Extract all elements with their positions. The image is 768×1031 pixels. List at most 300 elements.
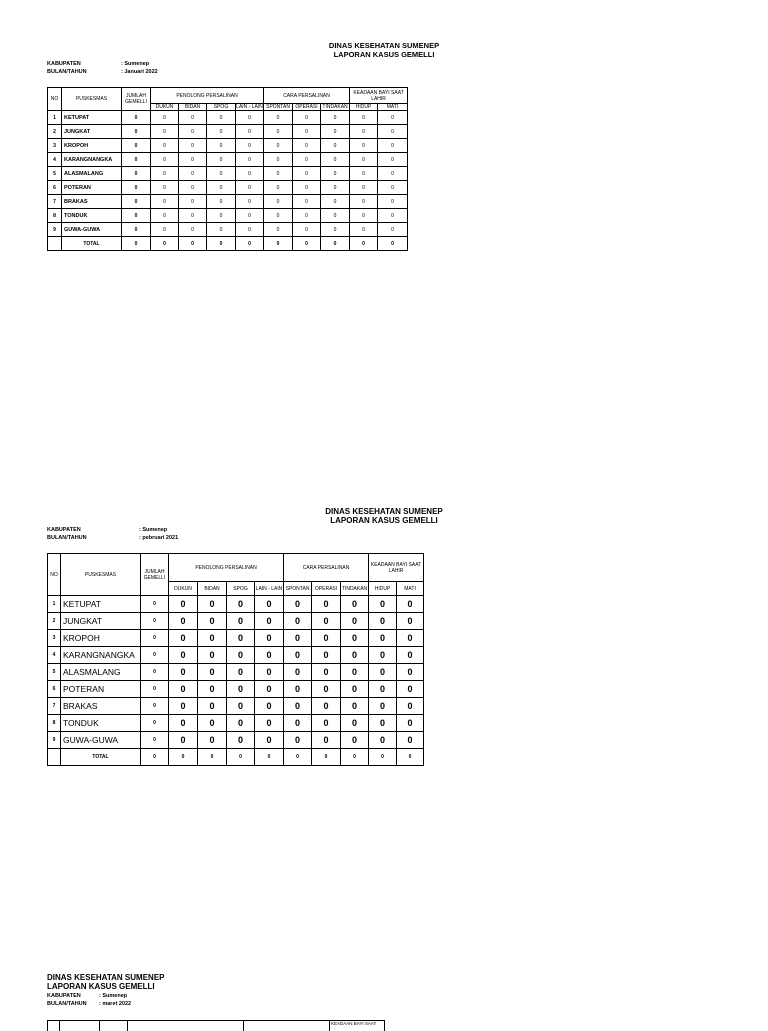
jumlah-value: 0 bbox=[122, 111, 151, 125]
cell-value: 0 bbox=[350, 181, 378, 195]
cell-value: 0 bbox=[264, 167, 293, 181]
cell-value: 0 bbox=[207, 167, 236, 181]
cell-value: 0 bbox=[369, 596, 397, 613]
puskesmas-name: KETUPAT bbox=[62, 111, 122, 125]
title-line-2: LAPORAN KASUS GEMELLI bbox=[330, 516, 438, 526]
cell-value: 0 bbox=[397, 647, 424, 664]
row-no: 4 bbox=[48, 647, 61, 664]
cell-value: 0 bbox=[378, 167, 408, 181]
puskesmas-name: POTERAN bbox=[62, 181, 122, 195]
table-row bbox=[48, 613, 424, 630]
row-no: 8 bbox=[48, 715, 61, 732]
cell-value: 0 bbox=[284, 698, 312, 715]
total-value: 0 bbox=[284, 749, 312, 766]
bulan-tahun-value: : pebruari 2021 bbox=[139, 534, 179, 541]
cell-value: 0 bbox=[264, 111, 293, 125]
cell-value: 0 bbox=[397, 630, 424, 647]
jumlah-value: 0 bbox=[122, 167, 151, 181]
table-row bbox=[48, 195, 408, 209]
cell-value: 0 bbox=[341, 596, 369, 613]
cell-value: 0 bbox=[198, 630, 227, 647]
cell-value: 0 bbox=[264, 195, 293, 209]
total-value: 0 bbox=[169, 749, 198, 766]
bulan-tahun-value: : Januari 2022 bbox=[121, 68, 158, 75]
keadaan-header: KEADAAN BAYI SAAT bbox=[331, 1021, 377, 1026]
cell-value: 0 bbox=[236, 167, 264, 181]
cell-value: 0 bbox=[321, 167, 350, 181]
cell-value: 0 bbox=[284, 630, 312, 647]
cell-value: 0 bbox=[369, 630, 397, 647]
subheader-spog: SPOG bbox=[207, 104, 236, 111]
cell-value: 0 bbox=[151, 139, 179, 153]
cell-value: 0 bbox=[341, 613, 369, 630]
cell-value: 0 bbox=[341, 647, 369, 664]
puskesmas-name: KROPOH bbox=[62, 139, 122, 153]
subheader-dukun: DUKUN bbox=[151, 104, 179, 111]
cell-value: 0 bbox=[227, 732, 255, 749]
cell-value: 0 bbox=[350, 223, 378, 237]
subheader-dukun: DUKUN bbox=[169, 582, 198, 596]
cell-value: 0 bbox=[227, 698, 255, 715]
cell-value: 0 bbox=[284, 613, 312, 630]
cell-value: 0 bbox=[321, 195, 350, 209]
cell-value: 0 bbox=[284, 664, 312, 681]
report-meta bbox=[47, 61, 158, 77]
cell-value: 0 bbox=[179, 139, 207, 153]
bulan-tahun-label: BULAN/TAHUN bbox=[47, 1000, 87, 1007]
jumlah-value: 0 bbox=[141, 681, 169, 698]
jumlah-value: 0 bbox=[141, 647, 169, 664]
total-jumlah: 0 bbox=[141, 749, 169, 766]
table-row bbox=[48, 167, 408, 181]
cell-value: 0 bbox=[293, 125, 321, 139]
kabupaten-label: KABUPATEN bbox=[47, 993, 81, 999]
jumlah-value: 0 bbox=[141, 698, 169, 715]
gemelli-table bbox=[47, 553, 424, 766]
cell-value: 0 bbox=[312, 681, 341, 698]
cell-value: 0 bbox=[397, 698, 424, 715]
title-line-2: LAPORAN KASUS GEMELLI bbox=[47, 982, 155, 992]
cell-value: 0 bbox=[151, 125, 179, 139]
puskesmas-name: KARANGNANGKA bbox=[62, 153, 122, 167]
cell-value: 0 bbox=[293, 139, 321, 153]
cell-value: 0 bbox=[369, 664, 397, 681]
jumlah-value: 0 bbox=[141, 630, 169, 647]
cell-value: 0 bbox=[341, 732, 369, 749]
cell-value: 0 bbox=[312, 664, 341, 681]
cell-value: 0 bbox=[198, 664, 227, 681]
puskesmas-name: TONDUK bbox=[61, 715, 141, 732]
total-value: 0 bbox=[378, 237, 408, 251]
header-penolong-persalinan: PENOLONG PERSALINAN bbox=[151, 88, 264, 104]
table-row bbox=[48, 732, 424, 749]
cell-value: 0 bbox=[179, 195, 207, 209]
cell-value: 0 bbox=[151, 181, 179, 195]
cell-value: 0 bbox=[227, 613, 255, 630]
total-value: 0 bbox=[255, 749, 284, 766]
cell-value: 0 bbox=[151, 167, 179, 181]
total-value: 0 bbox=[312, 749, 341, 766]
jumlah-value: 0 bbox=[122, 153, 151, 167]
table-row bbox=[48, 630, 424, 647]
subheader-lain-lain: LAIN - LAIN bbox=[255, 582, 284, 596]
cell-value: 0 bbox=[255, 630, 284, 647]
header-jumlah-gemelli: JUMLAH GEMELLI bbox=[141, 554, 169, 596]
cell-value: 0 bbox=[321, 125, 350, 139]
total-value: 0 bbox=[264, 237, 293, 251]
total-row bbox=[48, 237, 408, 251]
cell-value: 0 bbox=[264, 153, 293, 167]
title-line-1: DINAS KESEHATAN SUMENEP bbox=[325, 507, 443, 516]
cell-value: 0 bbox=[236, 181, 264, 195]
row-no: 2 bbox=[48, 125, 62, 139]
cell-value: 0 bbox=[198, 613, 227, 630]
cell-value: 0 bbox=[312, 647, 341, 664]
row-no: 2 bbox=[48, 613, 61, 630]
cell-value: 0 bbox=[227, 596, 255, 613]
cell-value: 0 bbox=[397, 596, 424, 613]
table-row bbox=[48, 181, 408, 195]
total-value: 0 bbox=[293, 237, 321, 251]
cell-value: 0 bbox=[293, 167, 321, 181]
puskesmas-name: KETUPAT bbox=[61, 596, 141, 613]
jumlah-value: 0 bbox=[122, 125, 151, 139]
row-no: 8 bbox=[48, 209, 62, 223]
bulan-tahun-value: : maret 2022 bbox=[99, 1000, 132, 1007]
report-title bbox=[0, 42, 768, 59]
table-row bbox=[48, 647, 424, 664]
total-value: 0 bbox=[369, 749, 397, 766]
cell-value: 0 bbox=[397, 681, 424, 698]
header-cara-persalinan: CARA PERSALINAN bbox=[284, 554, 369, 582]
cell-value: 0 bbox=[284, 681, 312, 698]
table-row bbox=[48, 681, 424, 698]
kabupaten-value: : Sumenep bbox=[139, 527, 168, 533]
title-line-2: LAPORAN KASUS GEMELLI bbox=[333, 49, 435, 59]
cell-value: 0 bbox=[378, 223, 408, 237]
cell-value: 0 bbox=[284, 596, 312, 613]
subheader-spog: SPOG bbox=[227, 582, 255, 596]
cell-value: 0 bbox=[151, 153, 179, 167]
header-no: NO bbox=[48, 88, 62, 111]
cell-value: 0 bbox=[255, 596, 284, 613]
puskesmas-name: BRAKAS bbox=[61, 698, 141, 715]
kabupaten-value: : Sumenep bbox=[121, 61, 150, 67]
cell-value: 0 bbox=[169, 596, 198, 613]
kabupaten-label: KABUPATEN bbox=[47, 527, 81, 533]
total-value: 0 bbox=[397, 749, 424, 766]
cell-value: 0 bbox=[227, 647, 255, 664]
cell-value: 0 bbox=[255, 681, 284, 698]
cell-value: 0 bbox=[227, 664, 255, 681]
puskesmas-name: POTERAN bbox=[61, 681, 141, 698]
total-value: 0 bbox=[341, 749, 369, 766]
cell-value: 0 bbox=[369, 698, 397, 715]
cell-value: 0 bbox=[169, 613, 198, 630]
jumlah-value: 0 bbox=[122, 195, 151, 209]
row-no: 5 bbox=[48, 664, 61, 681]
cell-value: 0 bbox=[369, 732, 397, 749]
row-no: 4 bbox=[48, 153, 62, 167]
cell-value: 0 bbox=[321, 181, 350, 195]
jumlah-value: 0 bbox=[141, 664, 169, 681]
cell-value: 0 bbox=[321, 153, 350, 167]
cell-value: 0 bbox=[264, 223, 293, 237]
table-row bbox=[48, 596, 424, 613]
cell-value: 0 bbox=[321, 111, 350, 125]
cell-value: 0 bbox=[179, 111, 207, 125]
cell-value: 0 bbox=[207, 139, 236, 153]
subheader-hidup: HIDUP bbox=[350, 104, 378, 111]
cell-value: 0 bbox=[255, 715, 284, 732]
cell-value: 0 bbox=[179, 223, 207, 237]
cell-value: 0 bbox=[341, 715, 369, 732]
subheader-bidan: BIDAN bbox=[198, 582, 227, 596]
jumlah-value: 0 bbox=[122, 139, 151, 153]
cell-value: 0 bbox=[198, 647, 227, 664]
cell-value: 0 bbox=[312, 630, 341, 647]
total-label: TOTAL bbox=[61, 749, 141, 766]
cell-value: 0 bbox=[207, 195, 236, 209]
cell-value: 0 bbox=[341, 681, 369, 698]
puskesmas-name: KROPOH bbox=[61, 630, 141, 647]
cell-value: 0 bbox=[207, 223, 236, 237]
cell-value: 0 bbox=[207, 111, 236, 125]
total-jumlah: 0 bbox=[122, 237, 151, 251]
bulan-tahun-label: BULAN/TAHUN bbox=[47, 68, 87, 75]
cell-value: 0 bbox=[312, 613, 341, 630]
cell-value: 0 bbox=[207, 125, 236, 139]
cell-value: 0 bbox=[284, 647, 312, 664]
cell-value: 0 bbox=[397, 732, 424, 749]
jumlah-value: 0 bbox=[141, 732, 169, 749]
cell-value: 0 bbox=[207, 181, 236, 195]
cell-value: 0 bbox=[321, 223, 350, 237]
row-no: 7 bbox=[48, 195, 62, 209]
puskesmas-name: BRAKAS bbox=[62, 195, 122, 209]
cell-value: 0 bbox=[378, 181, 408, 195]
row-no: 6 bbox=[48, 181, 62, 195]
cell-value: 0 bbox=[198, 698, 227, 715]
cell-value: 0 bbox=[169, 681, 198, 698]
table-row bbox=[48, 664, 424, 681]
cell-value: 0 bbox=[378, 139, 408, 153]
jumlah-value: 0 bbox=[141, 596, 169, 613]
puskesmas-name: TONDUK bbox=[62, 209, 122, 223]
cell-value: 0 bbox=[378, 153, 408, 167]
total-value: 0 bbox=[179, 237, 207, 251]
jumlah-value: 0 bbox=[122, 181, 151, 195]
cell-value: 0 bbox=[236, 139, 264, 153]
cell-value: 0 bbox=[350, 167, 378, 181]
table-row bbox=[48, 223, 408, 237]
cell-value: 0 bbox=[312, 715, 341, 732]
header-row bbox=[48, 554, 424, 582]
cell-value: 0 bbox=[169, 732, 198, 749]
header-no: NO bbox=[48, 554, 61, 596]
cell-value: 0 bbox=[350, 195, 378, 209]
title-line-1: DINAS KESEHATAN SUMENEP bbox=[328, 41, 440, 50]
table-row bbox=[48, 698, 424, 715]
cell-value: 0 bbox=[179, 181, 207, 195]
cell-value: 0 bbox=[198, 596, 227, 613]
row-no: 6 bbox=[48, 681, 61, 698]
cell-value: 0 bbox=[236, 209, 264, 223]
total-value: 0 bbox=[207, 237, 236, 251]
header-cara-persalinan: CARA PERSALINAN bbox=[264, 88, 350, 104]
cell-value: 0 bbox=[255, 647, 284, 664]
report-title bbox=[0, 507, 768, 525]
cell-value: 0 bbox=[341, 664, 369, 681]
cell-value: 0 bbox=[151, 195, 179, 209]
cell-value: 0 bbox=[284, 715, 312, 732]
subheader-mati: MATI bbox=[397, 582, 424, 596]
puskesmas-name: ALASMALANG bbox=[62, 167, 122, 181]
cell-value: 0 bbox=[207, 209, 236, 223]
cell-value: 0 bbox=[397, 613, 424, 630]
cell-value: 0 bbox=[207, 153, 236, 167]
cell-value: 0 bbox=[350, 209, 378, 223]
cell-value: 0 bbox=[293, 195, 321, 209]
subheader-lain-lain: LAIN - LAIN bbox=[236, 104, 263, 110]
cell-value: 0 bbox=[378, 209, 408, 223]
table-row bbox=[48, 715, 424, 732]
cell-value: 0 bbox=[169, 647, 198, 664]
cell-value: 0 bbox=[293, 153, 321, 167]
puskesmas-name: ALASMALANG bbox=[61, 664, 141, 681]
cell-value: 0 bbox=[369, 715, 397, 732]
header-row bbox=[48, 88, 408, 104]
jumlah-value: 0 bbox=[141, 613, 169, 630]
cell-value: 0 bbox=[227, 630, 255, 647]
table-row bbox=[48, 125, 408, 139]
report-meta bbox=[47, 527, 178, 543]
cell-value: 0 bbox=[293, 209, 321, 223]
cell-value: 0 bbox=[264, 139, 293, 153]
cell-value: 0 bbox=[179, 125, 207, 139]
row-no: 5 bbox=[48, 167, 62, 181]
cell-value: 0 bbox=[378, 195, 408, 209]
cell-value: 0 bbox=[255, 664, 284, 681]
cell-value: 0 bbox=[312, 698, 341, 715]
cell-value: 0 bbox=[350, 111, 378, 125]
header-puskesmas: PUSKESMAS bbox=[61, 554, 141, 596]
cell-value: 0 bbox=[179, 167, 207, 181]
table-row bbox=[48, 209, 408, 223]
total-value: 0 bbox=[321, 237, 350, 251]
jumlah-value: 0 bbox=[122, 223, 151, 237]
cell-value: 0 bbox=[350, 139, 378, 153]
cell-value: 0 bbox=[341, 698, 369, 715]
cell-value: 0 bbox=[227, 715, 255, 732]
cell-value: 0 bbox=[227, 681, 255, 698]
cell-value: 0 bbox=[236, 125, 264, 139]
cell-value: 0 bbox=[169, 630, 198, 647]
cell-value: 0 bbox=[236, 153, 264, 167]
cell-value: 0 bbox=[369, 681, 397, 698]
subheader-hidup: HIDUP bbox=[369, 582, 397, 596]
total-value: 0 bbox=[151, 237, 179, 251]
cell-value: 0 bbox=[236, 195, 264, 209]
table-row bbox=[48, 153, 408, 167]
puskesmas-name: JUNGKAT bbox=[62, 125, 122, 139]
cell-value: 0 bbox=[169, 698, 198, 715]
cell-value: 0 bbox=[378, 125, 408, 139]
cell-value: 0 bbox=[350, 153, 378, 167]
cell-value: 0 bbox=[369, 647, 397, 664]
cell-value: 0 bbox=[255, 698, 284, 715]
cell-value: 0 bbox=[179, 153, 207, 167]
row-no: 3 bbox=[48, 139, 62, 153]
puskesmas-name: GUWA-GUWA bbox=[61, 732, 141, 749]
subheader-spontan: SPONTAN bbox=[264, 104, 293, 111]
table-row bbox=[48, 139, 408, 153]
cell-value: 0 bbox=[236, 223, 264, 237]
cell-value: 0 bbox=[369, 613, 397, 630]
cell-value: 0 bbox=[151, 111, 179, 125]
subheader-spontan: SPONTAN bbox=[284, 582, 312, 596]
cell-value: 0 bbox=[179, 209, 207, 223]
cell-value: 0 bbox=[284, 732, 312, 749]
title-line-1: DINAS KESEHATAN SUMENEP bbox=[47, 973, 165, 982]
total-blank bbox=[48, 237, 62, 251]
cell-value: 0 bbox=[169, 664, 198, 681]
cell-value: 0 bbox=[293, 223, 321, 237]
gemelli-table bbox=[47, 87, 408, 251]
cell-value: 0 bbox=[198, 732, 227, 749]
table-row bbox=[48, 111, 408, 125]
total-value: 0 bbox=[350, 237, 378, 251]
row-no: 3 bbox=[48, 630, 61, 647]
cell-value: 0 bbox=[151, 209, 179, 223]
header-puskesmas: PUSKESMAS bbox=[62, 88, 122, 111]
cell-value: 0 bbox=[312, 596, 341, 613]
jumlah-value: 0 bbox=[122, 209, 151, 223]
cell-value: 0 bbox=[264, 125, 293, 139]
cell-value: 0 bbox=[264, 209, 293, 223]
row-no: 9 bbox=[48, 223, 62, 237]
cell-value: 0 bbox=[378, 111, 408, 125]
cell-value: 0 bbox=[293, 111, 321, 125]
header-keadaan-bayi: KEADAAN BAYI SAAT LAHIR bbox=[369, 554, 424, 582]
subheader-tindakan: TINDAKAN bbox=[322, 104, 348, 110]
puskesmas-name: JUNGKAT bbox=[61, 613, 141, 630]
cell-value: 0 bbox=[169, 715, 198, 732]
cell-value: 0 bbox=[255, 732, 284, 749]
cell-value: 0 bbox=[397, 664, 424, 681]
total-value: 0 bbox=[236, 237, 264, 251]
puskesmas-name: KARANGNANGKA bbox=[61, 647, 141, 664]
cell-value: 0 bbox=[341, 630, 369, 647]
report-title bbox=[47, 973, 165, 991]
cell-value: 0 bbox=[312, 732, 341, 749]
puskesmas-name: GUWA-GUWA bbox=[62, 223, 122, 237]
header-keadaan-bayi: KEADAAN BAYI SAAT LAHIR bbox=[350, 88, 408, 104]
kabupaten-value: : Sumenep bbox=[99, 993, 128, 999]
cell-value: 0 bbox=[321, 139, 350, 153]
row-no: 1 bbox=[48, 111, 62, 125]
subheader-operasi: OPERASI bbox=[293, 104, 321, 111]
total-label: TOTAL bbox=[62, 237, 122, 251]
cell-value: 0 bbox=[151, 223, 179, 237]
bulan-tahun-label: BULAN/TAHUN bbox=[47, 534, 87, 541]
cell-value: 0 bbox=[397, 715, 424, 732]
row-no: 9 bbox=[48, 732, 61, 749]
jumlah-value: 0 bbox=[141, 715, 169, 732]
subheader-mati: MATI bbox=[378, 104, 408, 111]
header-penolong-persalinan: PENOLONG PERSALINAN bbox=[169, 554, 284, 582]
cell-value: 0 bbox=[350, 125, 378, 139]
